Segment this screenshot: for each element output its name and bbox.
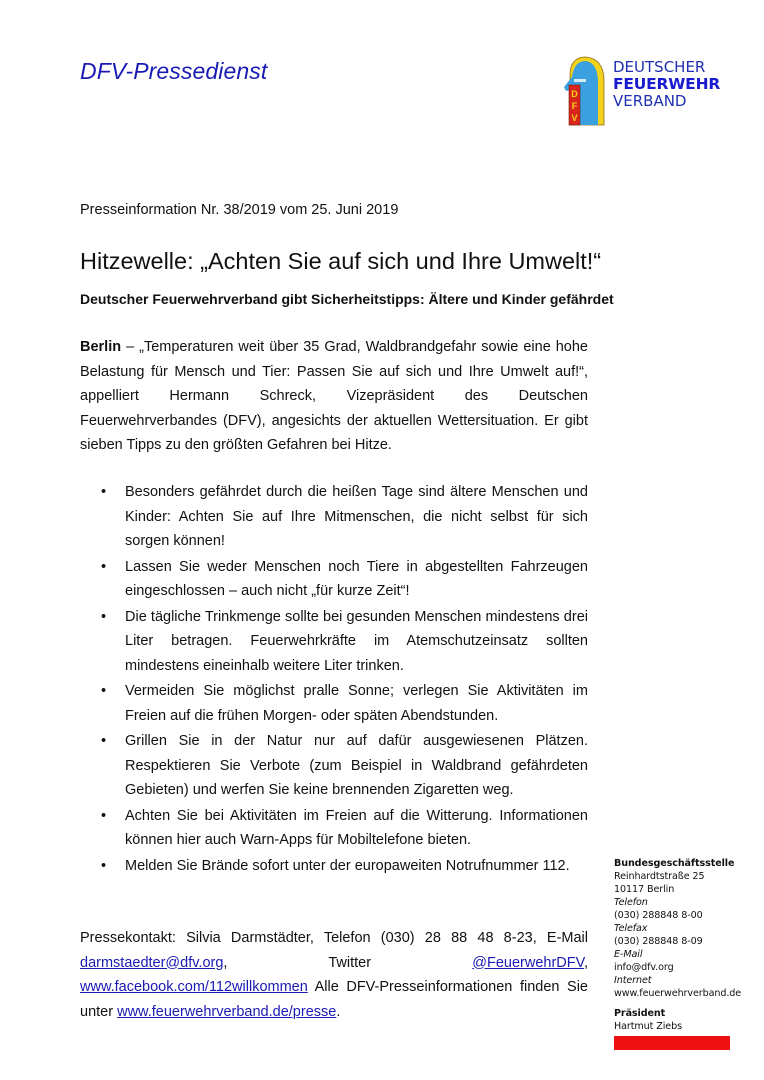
office-email: info@dfv.org <box>614 962 674 973</box>
tip-item <box>80 605 588 679</box>
bullet-icon: • <box>101 683 107 699</box>
twitter-prefix: , Twitter <box>223 954 473 971</box>
tip-item <box>80 729 588 803</box>
logo-line-1: DEUTSCHER <box>613 58 706 76</box>
spacer <box>614 1000 754 1007</box>
dateline: Berlin <box>80 339 122 355</box>
safety-tips-list <box>80 480 588 879</box>
fax-label: Telefax <box>614 923 648 934</box>
tip-text: Die tägliche Trinkmenge sollte bei gesunden Menschen mindestens drei Liter betragen. Feuerwehrkräfte im Atemschutzeinsatz sollten mindestens eineinhalb weitere Liter trinken. <box>125 608 588 674</box>
press-contact <box>80 926 588 1024</box>
separator: , <box>583 954 588 971</box>
internet-label: Internet <box>614 975 652 986</box>
tip-text: Melden Sie Brände sofort unter der europaweiten Notrufnummer 112. <box>125 857 570 874</box>
subheadline: Deutscher Feuerwehrverband gibt Sicherheitstipps: Ältere und Kinder gefährdet <box>80 291 614 307</box>
tip-text: Besonders gefährdet durch die heißen Tage sind ältere Menschen und Kinder: Achten Sie auf Ihre Mitmenschen, die nicht selbst für sich sorgen können! <box>125 484 588 549</box>
president-name: Hartmut Ziebs <box>614 1021 682 1032</box>
logo-line-2: FEUERWEHR <box>613 75 721 93</box>
all-press-prefix: Alle DFV-Presseinformationen finden Sie unter <box>80 979 588 1020</box>
headline: Hitzewelle: „Achten Sie auf sich und Ihre Umwelt!“ <box>80 248 602 274</box>
facebook-link[interactable]: www.facebook.com/112willkommen <box>80 979 308 995</box>
office-website: www.feuerwehrverband.de <box>614 988 742 999</box>
press-page-link[interactable]: www.feuerwehrverband.de/presse <box>117 1003 337 1020</box>
bullet-icon: • <box>101 807 107 824</box>
lead-paragraph <box>80 335 588 458</box>
logo-letter-f: F <box>571 101 578 111</box>
tip-item <box>80 555 588 604</box>
bullet-icon: • <box>101 608 107 625</box>
email-label: E-Mail <box>614 949 643 960</box>
logo-line-3: VERBAND <box>613 92 687 110</box>
bullet-icon: • <box>101 733 107 749</box>
phone-number: (030) 288848 8-00 <box>614 910 703 921</box>
contact-email-link[interactable]: darmstaedter@dfv.org <box>80 954 224 971</box>
office-city: 10117 Berlin <box>614 884 675 895</box>
office-heading: Bundesgeschäftsstelle <box>614 858 735 869</box>
bullet-icon: • <box>101 484 107 500</box>
bullet-icon: • <box>101 857 107 874</box>
tip-text: Achten Sie bei Aktivitäten im Freien auf die Witterung. Informationen können hier auch Warn-Apps für Mobiltelefone bieten. <box>125 807 588 848</box>
tip-text: Grillen Sie in der Natur nur auf dafür ausgewiesenen Plätzen. Respektieren Sie Verbote (zum Beispiel in Waldbrand gefährdeten Gebieten) und werfen Sie keine brennenden Zigaretten weg. <box>125 733 588 798</box>
tip-text: Lassen Sie weder Menschen noch Tiere in abgestellten Fahrzeugen eingeschlossen – auch nicht „für kurze Zeit“! <box>125 558 588 599</box>
bullet-icon: • <box>101 558 107 575</box>
contact-suffix: . <box>336 1003 341 1020</box>
fax-number: (030) 288848 8-09 <box>614 936 703 947</box>
contact-prefix: Pressekontakt: Silvia Darmstädter, Telefon (030) 28 88 48 8-23, E-Mail <box>80 930 588 946</box>
logo-letter-d: D <box>571 89 578 99</box>
tip-item <box>80 679 588 728</box>
brand-title: DFV-Pressedienst <box>80 58 268 84</box>
office-sidebar <box>614 857 754 1033</box>
president-heading: Präsident <box>614 1008 666 1019</box>
dfv-helmet-logo-icon <box>560 55 608 127</box>
logo-wordmark <box>613 59 720 110</box>
tip-item <box>80 854 588 879</box>
logo-letter-v: V <box>571 113 578 123</box>
tip-item <box>80 804 588 853</box>
twitter-link[interactable]: @FeuerwehrDFV <box>472 954 584 971</box>
dfv-logo <box>560 55 740 125</box>
lead-text: – „Temperaturen weit über 35 Grad, Waldbrandgefahr sowie eine hohe Belastung für Mensch und Tier: Passen Sie auf sich und Ihre Umwelt auf!“, appelliert Hermann Schreck, Vizepräsident des Deutschen Feuerwehrverbandes (DFV), angesichts der aktuellen Wettersituation. Er gibt sieben Tipps zu den größten Gefahren bei Hitze. <box>80 339 588 453</box>
press-info-line: Presseinformation Nr. 38/2019 vom 25. Juni 2019 <box>80 202 399 218</box>
tip-item <box>80 480 588 554</box>
office-street: Reinhardtstraße 25 <box>614 871 705 882</box>
phone-label: Telefon <box>614 897 648 908</box>
tip-text: Vermeiden Sie möglichst pralle Sonne; verlegen Sie Aktivitäten im Freien auf die frühen Morgen- oder späten Abendstunden. <box>125 683 588 724</box>
red-accent-bar <box>614 1036 730 1050</box>
